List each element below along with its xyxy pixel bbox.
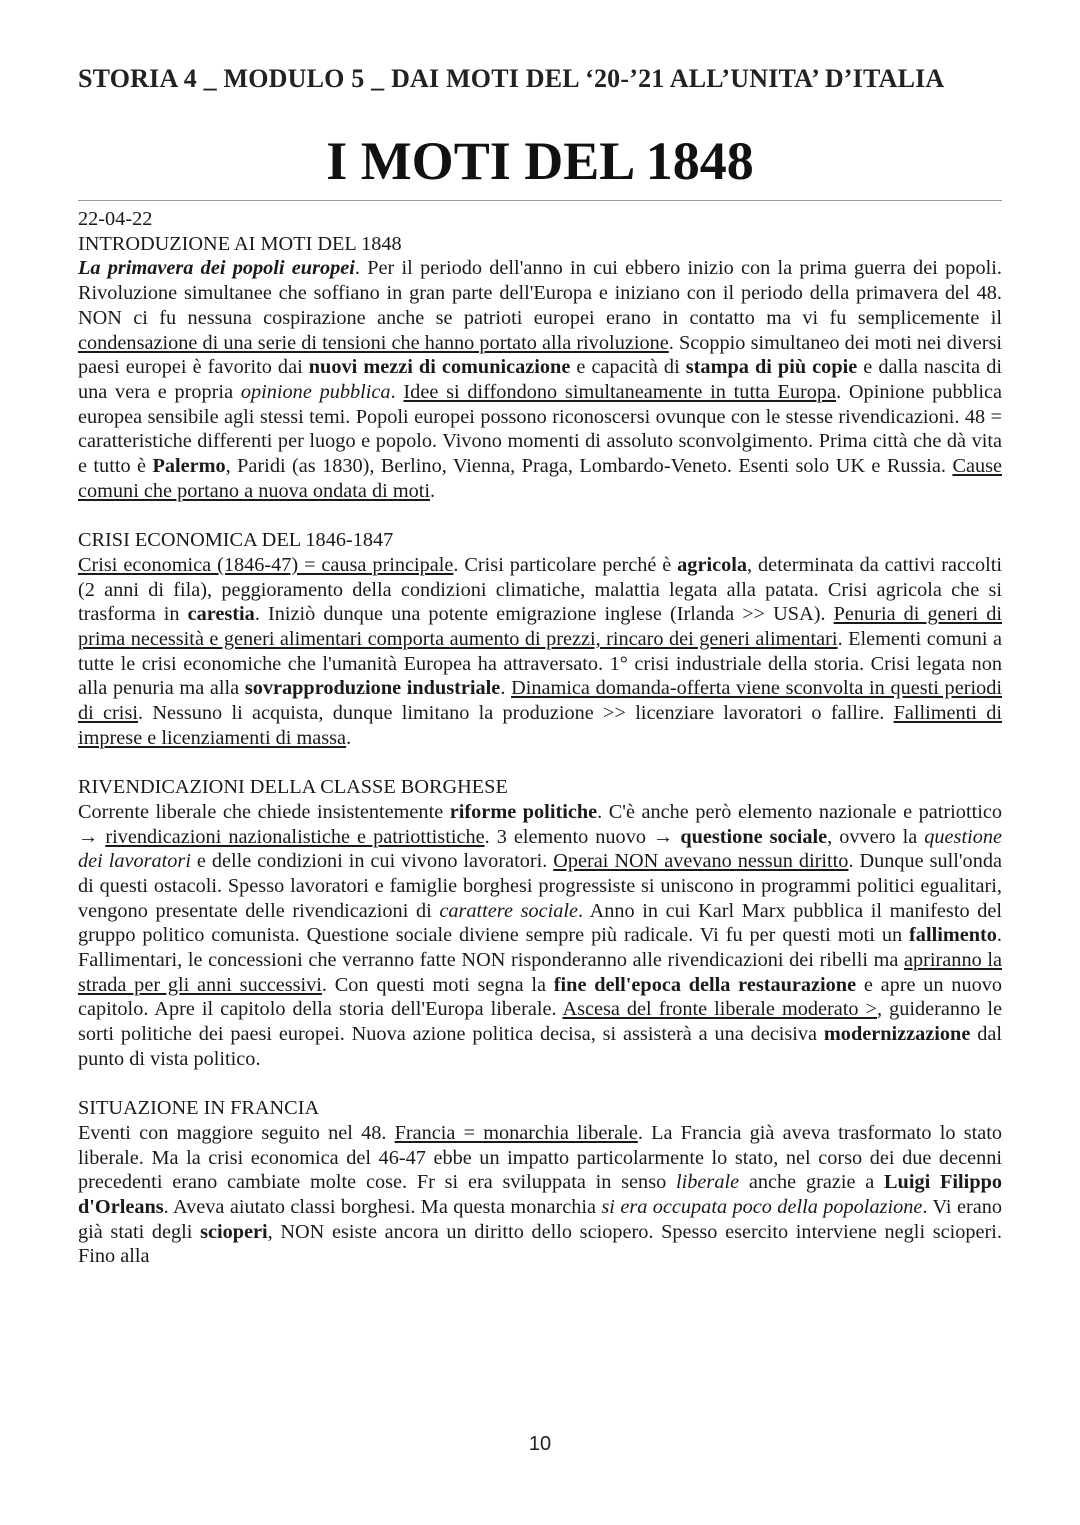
section-heading-rivendicazioni: RIVENDICAZIONI DELLA CLASSE BORGHESE bbox=[78, 776, 508, 799]
section-heading-crisi-economica: CRISI ECONOMICA DEL 1846-1847 bbox=[78, 529, 394, 552]
section-text-crisi-economica: Crisi economica (1846-47) = causa principale. Crisi particolare perché è agricola, determinata da cattivi raccolti (2 anni di fila), peggioramento della condizioni climatiche, malattia legata alla patata. Crisi agricola che si trasforma in carestia. Iniziò dunque una potente emigrazione inglese (Irlanda >> USA). Penuria di generi di prima necessità e generi alimentari comporta aumento di prezzi, rincaro dei generi alimentari. Elementi comuni a tutte le crisi economiche che l'umanità Europea ha attraversato. 1° crisi industriale della storia. Crisi legata non alla penuria ma alla sovrapproduzione industriale. Dinamica domanda-offerta viene sconvolta in questi periodi di crisi. Nessuno li acquista, dunque limitano la produzione >> licenziare lavoratori o fallire. Fallimenti di imprese e licenziamenti di massa. bbox=[78, 553, 1003, 749]
section-heading-francia: SITUAZIONE IN FRANCIA bbox=[78, 1097, 320, 1120]
section-text-rivendicazioni: Corrente liberale che chiede insistentemente riforme politiche. C'è anche però elemento nazionale e patriottico → rivendicazioni nazionalistiche e patriottistiche. 3 elemento nuovo → questione sociale, ovvero la questione dei lavoratori e delle condizioni in cui vivono lavoratori. Operai NON avevano nessun diritto. Dunque sull'onda di questi ostacoli. Spesso lavoratori e famiglie borghesi progressiste si uniscono in programmi politici egualitari, vengono presentate delle rivendicazioni di carattere sociale. Anno in cui Karl Marx pubblica il manifesto del gruppo politico comunista. Questione sociale diviene sempre più radicale. Vi fu per questi moti un fallimento. Fallimentari, le concessioni che verranno fatte NON risponderanno alle rivendicazioni dei ribelli ma apriranno la strada per gli anni successivi. Con questi moti segna la fine dell'epoca della restaurazione e apre un nuovo capitolo. Apre il capitolo della storia dell'Europa liberale. Ascesa del fronte liberale moderato >, guideranno le sorti politiche dei paesi europei. Nuova azione politica decisa, si assisterà a una decisiva modernizzazione dal punto di vista politico. bbox=[78, 800, 1003, 1070]
section-text-francia: Eventi con maggiore seguito nel 48. Francia = monarchia liberale. La Francia già aveva trasformato lo stato liberale. Ma la crisi economica del 46-47 ebbe un impatto particolarmente lo stato, nel corso dei due decenni precedenti erano cambiate molte cose. Fr si era sviluppata in senso liberale anche grazie a Luigi Filippo d'Orleans. Aveva aiutato classi borghesi. Ma questa monarchia si era occupata poco della popolazione. Vi erano già stati degli scioperi, NON esiste ancora un diritto dello sciopero. Spesso esercito interviene negli scioperi. Fino alla bbox=[78, 1121, 1003, 1268]
page-number: 10 bbox=[528, 1433, 552, 1455]
notes-body bbox=[78, 207, 1002, 1269]
course-header: STORIA 4 _ MODULO 5 _ DAI MOTI DEL ‘20-’21 ALL’UNITA’ D’ITALIA bbox=[78, 64, 945, 93]
section-heading-introduzione: INTRODUZIONE AI MOTI DEL 1848 bbox=[78, 232, 402, 255]
note-date: 22-04-22 bbox=[78, 208, 153, 230]
title-divider bbox=[78, 200, 1002, 201]
section-text-introduzione: La primavera dei popoli europei. Per il periodo dell'anno in cui ebbero inizio con la prima guerra dei popoli. Rivoluzione simultanee che soffiano in gran parte dell'Europa e iniziano con il periodo della primavera del 48. NON ci fu nessuna cospirazione anche se patrioti europei erano in contatto ma vi fu semplicemente il condensazione di una serie di tensioni che hanno portato alla rivoluzione. Scoppio simultaneo dei moti nei diversi paesi europei è favorito dai nuovi mezzi di comunicazione e capacità di stampa di più copie e dalla nascita di una vera e propria opinione pubblica. Idee si diffondono simultaneamente in tutta Europa. Opinione pubblica europea sensibile agli stessi temi. Popoli europei possono riconoscersi ovunque con le stesse rivendicazioni. 48 = caratteristiche differenti per luogo e popolo. Vivono momenti di assoluto sconvolgimento. Prima città che dà vita e tutto è Palermo, Paridi (as 1830), Berlino, Vienna, Praga, Lombardo-Veneto. Esenti solo UK e Russia. Cause comuni che portano a nuova ondata di moti. bbox=[78, 257, 1003, 502]
page-title: I MOTI DEL 1848 bbox=[326, 131, 754, 191]
